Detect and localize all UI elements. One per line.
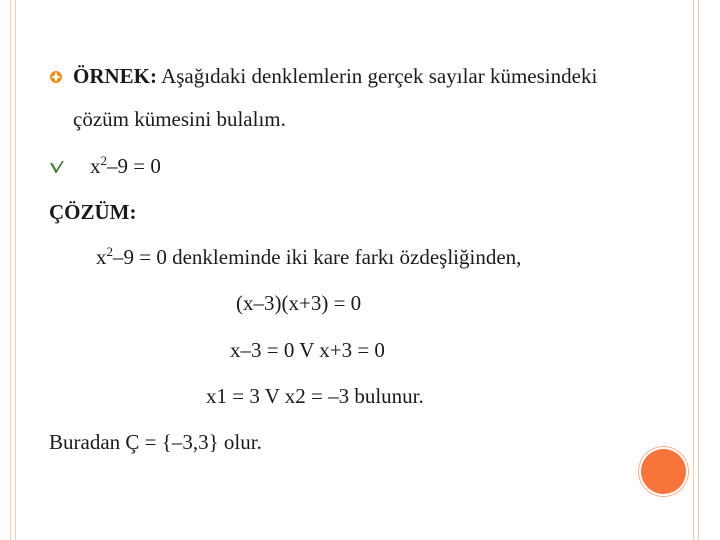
example-text-line2: çözüm kümesini bulalım.	[73, 107, 286, 131]
equation-base: x	[90, 154, 101, 178]
equation-rest: –9 = 0	[107, 154, 161, 178]
left-border-line-inner	[15, 0, 16, 540]
step1-exponent: 2	[106, 244, 113, 259]
solution-step-4: x1 = 3 V x2 = –3 bulunur.	[206, 384, 424, 408]
example-label: ÖRNEK:	[73, 64, 157, 88]
solution-heading: ÇÖZÜM:	[49, 200, 137, 224]
decorative-circle-icon	[641, 449, 686, 494]
equation-line	[90, 153, 161, 178]
equation-exponent: 2	[100, 153, 107, 168]
example-line-1	[73, 66, 597, 87]
right-border-line-outer	[698, 0, 699, 540]
step1-base: x	[96, 245, 107, 269]
solution-step-3: x–3 = 0 V x+3 = 0	[230, 338, 385, 362]
left-border-line	[10, 0, 11, 540]
solution-conclusion: Buradan Ç = {–3,3} olur.	[49, 430, 262, 454]
step1-rest: –9 = 0 denkleminde iki kare farkı özdeşliğinden,	[113, 245, 522, 269]
right-border-line	[693, 0, 694, 540]
check-bullet-icon	[50, 160, 64, 178]
solution-step-2: (x–3)(x+3) = 0	[236, 291, 362, 315]
solution-step-1	[96, 244, 522, 269]
diamond-bullet-icon	[49, 70, 63, 88]
example-text-line1: Aşağıdaki denklemlerin gerçek sayılar kümesindeki	[161, 64, 598, 88]
